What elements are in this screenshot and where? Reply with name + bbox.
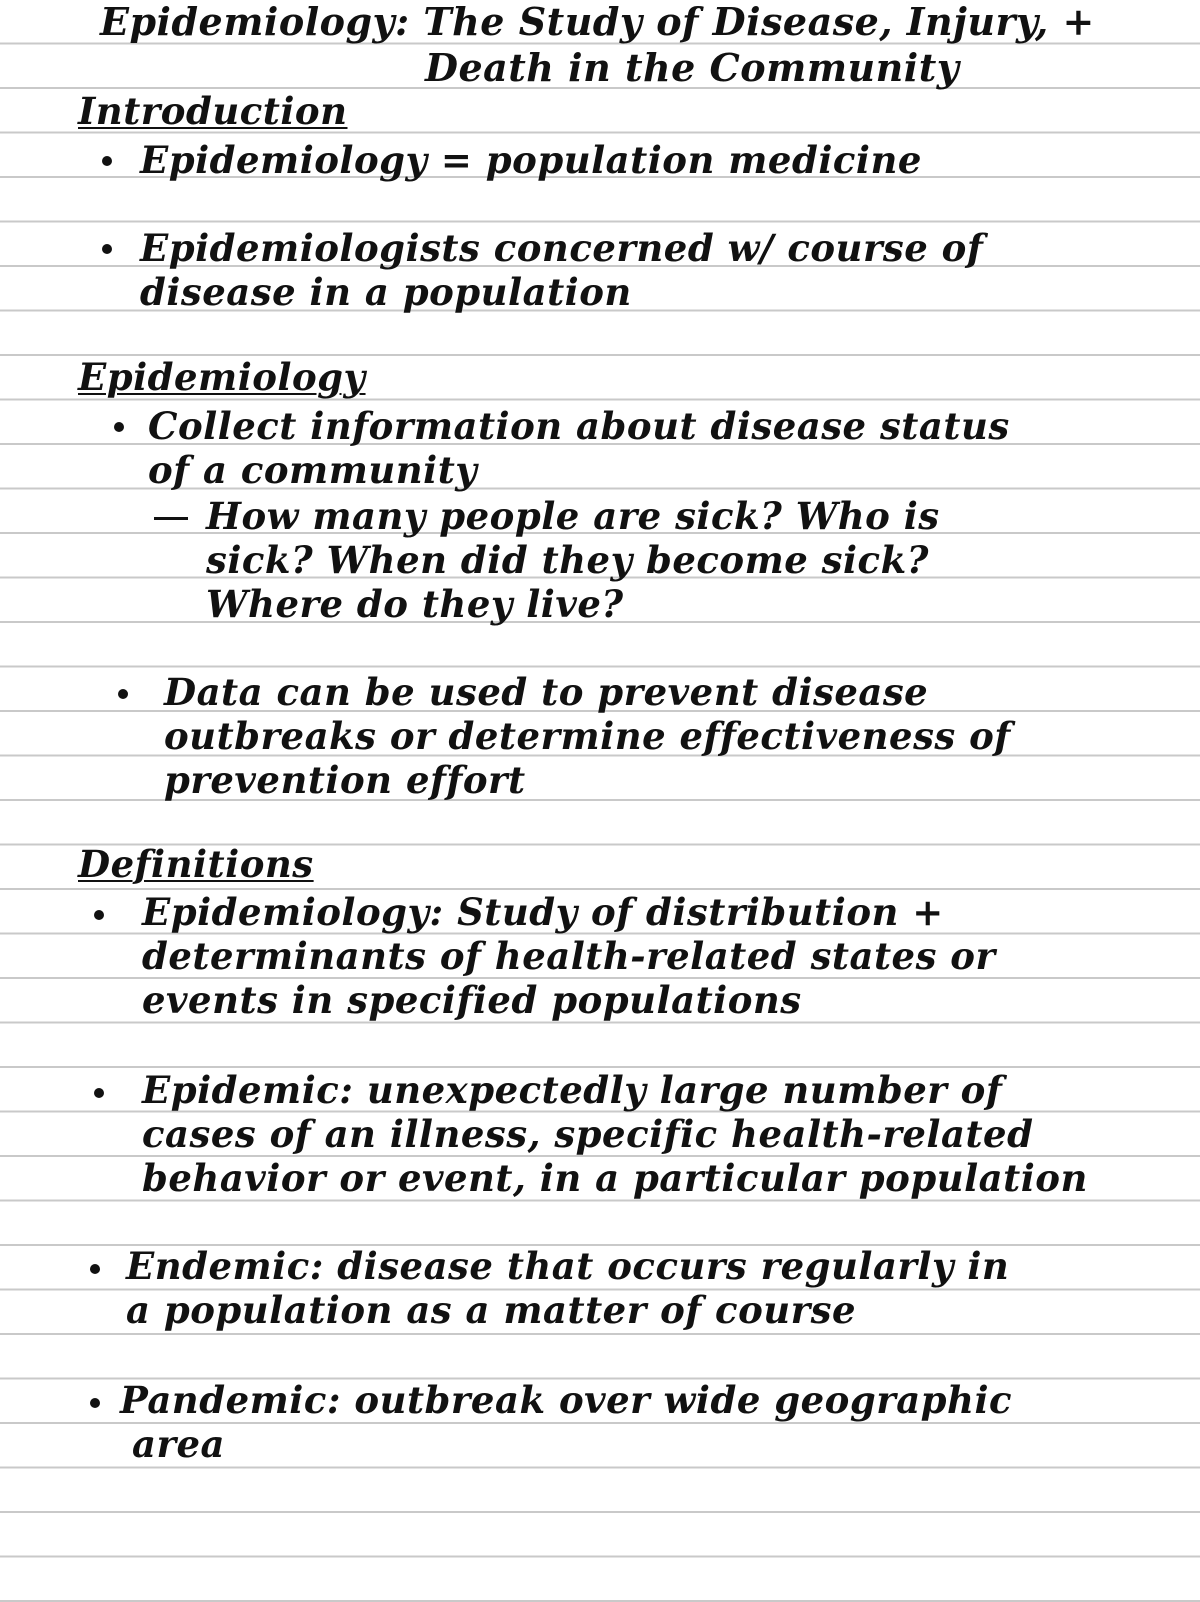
def-4-line-2: area: [132, 1422, 225, 1466]
def-4-line-1: Pandemic: outbreak over wide geographic: [120, 1378, 1013, 1422]
def-2-line-1: Epidemic: unexpectedly large number of: [142, 1068, 1003, 1112]
bullet-epi-1: [114, 422, 124, 432]
bullet-intro-2: [102, 244, 112, 254]
bullet-def-1: [94, 910, 104, 920]
bullet-epi-2: [118, 689, 128, 699]
section-heading-definitions: Definitions: [78, 842, 314, 886]
epi-bullet-1-line-1: Collect information about disease status: [148, 404, 1010, 448]
def-1-line-3: events in specified populations: [142, 978, 802, 1022]
section-heading-introduction: Introduction: [78, 89, 348, 133]
page-title-line-2: Death in the Community: [425, 45, 960, 90]
epi-sub-1-line-1: How many people are sick? Who is: [206, 494, 940, 538]
section-heading-epidemiology: Epidemiology: [78, 355, 366, 399]
epi-bullet-2-line-3: prevention effort: [164, 758, 526, 802]
epi-bullet-2-line-2: outbreaks or determine effectiveness of: [164, 714, 1011, 758]
def-1-line-1: Epidemiology: Study of distribution +: [142, 890, 944, 934]
def-3-line-1: Endemic: disease that occurs regularly in: [126, 1244, 1010, 1288]
def-1-line-2: determinants of health-related states or: [142, 934, 996, 978]
bullet-def-2: [94, 1088, 104, 1098]
epi-sub-1-line-2: sick? When did they become sick?: [206, 538, 929, 582]
def-2-line-2: cases of an illness, specific health-related: [142, 1112, 1034, 1156]
bullet-intro-1: [102, 156, 112, 166]
bullet-def-4: [90, 1398, 100, 1408]
epi-sub-1-line-3: Where do they live?: [206, 582, 624, 626]
intro-bullet-1: Epidemiology = population medicine: [140, 138, 922, 182]
intro-bullet-2-line-1: Epidemiologists concerned w/ course of: [140, 226, 984, 270]
epi-bullet-1-line-2: of a community: [148, 448, 478, 492]
page-title-line-1: Epidemiology: The Study of Disease, Injury, +: [100, 0, 1095, 44]
bullet-def-3: [90, 1264, 100, 1274]
epi-bullet-2-line-1: Data can be used to prevent disease: [164, 670, 929, 714]
intro-bullet-2-line-2: disease in a population: [140, 270, 632, 314]
def-2-line-3: behavior or event, in a particular population: [142, 1156, 1088, 1200]
sub-dash-epi-1: [154, 517, 188, 520]
def-3-line-2: a population as a matter of course: [126, 1288, 857, 1332]
